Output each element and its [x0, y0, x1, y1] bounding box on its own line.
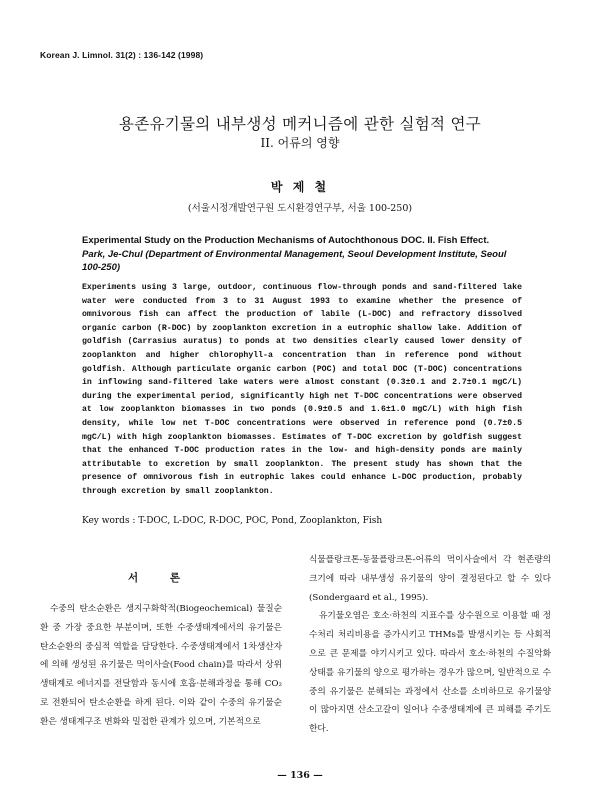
- section-heading-introduction: 서 론: [128, 572, 194, 584]
- intro-paragraph-2: 유기물오염은 호소·하천의 지표수를 상수원으로 이용할 때 정수처리 처리비용을 증가시키고 THMs를 발생시키는 등 사회적으로 큰 문제를 야기시키고 있다. 따라서 호소·하천의 수질악화 상태를 유기물의 양으로 평가하는 경우가 많으며, 일반적으로 수중의 유기물은 분해되는 과정에서 산소를 소비하므로 유기물양이 많아지면 산소고갈이 일어나 수중생태계에 큰 피해를 주기도 한다.: [309, 611, 551, 735]
- left-column: [40, 600, 282, 732]
- intro-paragraph-continued: 식물플랑크톤-동물플랑크톤-어류의 먹이사슬에서 각 현존량의 크기에 따라 내부생성 유기물의 양이 결정된다고 할 수 있다(Sondergaard et al., 1995).: [309, 555, 551, 603]
- korean-title: 용존유기물의 내부생성 메커니즘에 관한 실험적 연구: [118, 115, 482, 133]
- abstract: Experiments using 3 large, outdoor, continuous flow-through ponds and sand-filtered lake water were conducted from 3 to 31 August 1993 to examine whether the presence of omnivorous fish can affect the production of labile (L-DOC) and refractory dissolved organic carbon (R-DOC) by zooplankton excretion in a eutrophic shallow lake. Addition of goldfish (Carrasius auratus) to ponds at two densities clearly caused lower density of zooplankton and higher chlorophyll-a concentration than in reference pond without goldfish. Although particulate organic carbon (POC) and total DOC (T-DOC) concentrations in inflowing sand-filtered lake waters were almost constant (0.3±0.1 and 2.7±0.1 mgC/L) during the experimental period, significantly high net T-DOC concentrations were observed at low zooplankton biomasses in two ponds (0.9±0.5 and 1.6±1.0 mgC/L) with high fish density, while low net T-DOC concentrations were observed in reference pond (0.7±0.5 mgC/L) with high zooplankton biomasses. Estimates of T-DOC excretion by goldfish suggest that the enhanced T-DOC production rates in the low- and high-density ponds are mainly attributable to excretion by small zooplankton. The present study has shown that the presence of omnivorous fish in eutrophic lakes could enhance L-DOC production, probably through excretion by small zooplankton.: [82, 283, 522, 496]
- english-title: Experimental Study on the Production Mechanisms of Autochthonous DOC. II. Fish Effect.: [82, 235, 490, 246]
- page-number: — 136 —: [277, 770, 323, 781]
- keywords: Key words : T-DOC, L-DOC, R-DOC, POC, Pond, Zooplankton, Fish: [82, 516, 383, 526]
- korean-subtitle: II. 어류의 영향: [260, 136, 340, 150]
- korean-author: 박 제 철: [270, 180, 330, 194]
- korean-affiliation: (서울시정개발연구원 도시환경연구부, 서울 100-250): [187, 203, 413, 214]
- right-column: [309, 551, 551, 739]
- journal-citation: Korean J. Limnol. 31(2) : 136-142 (1998): [40, 50, 204, 60]
- english-author-affiliation: Park, Je-Chul (Department of Environmental Management, Seoul Development Institute, Seoul 100-250): [82, 248, 507, 273]
- english-title-block: [82, 234, 522, 275]
- intro-paragraph-1: 수중의 탄소순환은 생지구화학적(Biogeochemical) 물질순환 중 가장 중요한 부분이며, 또한 수중생태계에서의 유기물은 탄소순환의 중심적 역할을 담당한다. 수중생태계에서 1차생산자에 의해 생성된 유기물은 먹이사슬(Food chain)를 따라서 상위생태계로 에너지를 전달함과 동시에 호흡·분해과정을 통해 CO₂로 전환되어 탄소순환을 하게 된다. 이와 같이 수중의 유기물순환은 생태계구조 변화와 밀접한 관계가 있으며, 기본적으로: [40, 604, 282, 727]
